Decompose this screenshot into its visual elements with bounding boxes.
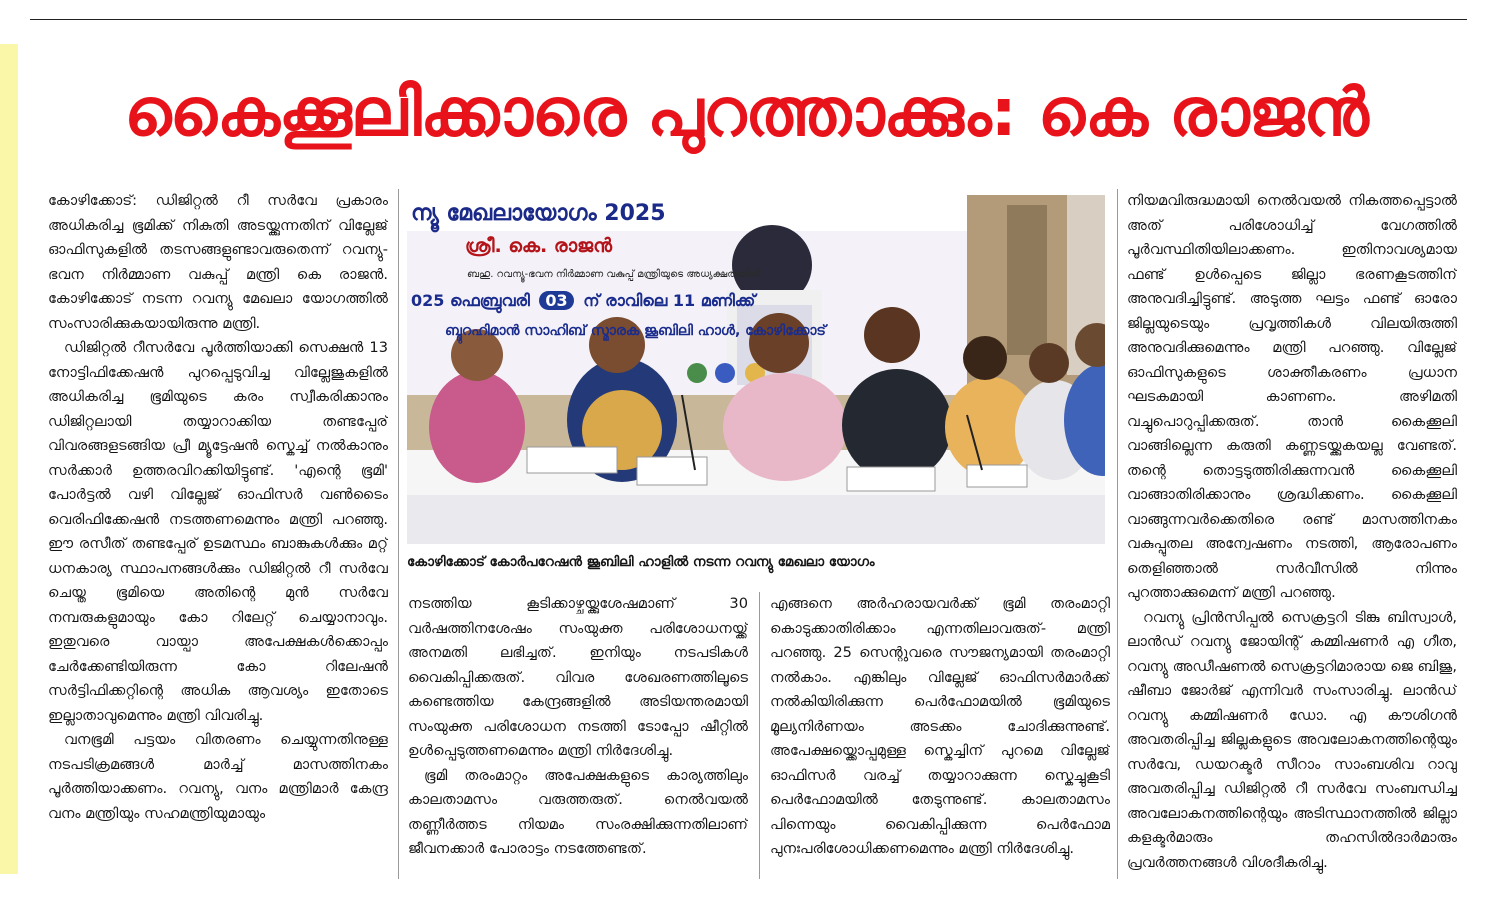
news-photo [407,195,1105,544]
article-column-2 [408,592,748,879]
banner-name: ശ്രീ. കെ. രാജൻ [465,235,612,257]
banner-date [411,291,755,311]
paragraph: നടത്തിയ കൂടിക്കാഴ്ചയ്ക്കുശേഷമാണ് 30 വർഷത്തിനശേഷം സംയുക്ത പരിശോധനയ്ക്ക് അനമതി ലഭിച്ചത്. ഇനിയും നടപടികൾ വൈകിപ്പിക്കരുത്. വിവര ശേഖരണത്തിലൂടെ കണ്ടെത്തിയ കേന്ദ്രങ്ങളിൽ അടിയന്തരമായി സംയുക്ത പരിശോധന നടത്തി ടോപ്പോ ഷീറ്റിൽ ഉൾപ്പെടുത്തണമെന്നും മന്ത്രി നിർദേശിച്ചു. [408,595,748,759]
paragraph: വനഭൂമി പട്ടയം വിതരണം ചെയ്യുന്നതിനുള്ള നടപടിക്രമങ്ങൾ മാർച്ച് മാസത്തിനകം പൂർത്തിയാക്കണം. റവന്യു, വനം മന്ത്രിമാർ കേന്ദ്ര വനം മന്ത്രിയും സഹമന്ത്രിയുമായും [48,731,388,822]
paragraph: നിയമവിരുദ്ധമായി നെൽവയൽ നികത്തപ്പെട്ടാൽ അത് പരിശോധിച്ച് വേഗത്തിൽ പൂർവസ്ഥിതിയിലാക്കണം. ഇതിനാവശ്യമായ ഫണ്ട് ഉൾപ്പെടെ ജില്ലാ ഭരണകൂടത്തിന് അനുവദിച്ചിട്ടുണ്ട്. അടുത്ത ഘട്ടം ഫണ്ട് ഓരോ ജില്ലയുടെയും പ്രവൃത്തികൾ വിലയിരുത്തി അനുവദിക്കുമെന്നും മന്ത്രി പറഞ്ഞു. വില്ലേജ് ഓഫിസുകളുടെ ശാക്തീകരണം പ്രധാന ഘടകമായി കാണണം. അഴിമതി വച്ചുപൊറുപ്പിക്കരുത്. താൻ കൈക്കൂലി വാങ്ങില്ലെന്ന കരുതി കണ്ണടയ്ക്കുകയല്ല വേണ്ടത്. തന്റെ തൊട്ടടുത്തിരിക്കുന്നവൻ കൈക്കൂലി വാങ്ങാതിരിക്കാനും ശ്രദ്ധിക്കണം. കൈക്കൂലി വാങ്ങുന്നവർക്കെതിരെ രണ്ട് മാസത്തിനകം വകുപ്പുതല അന്വേഷണം നടത്തി, ആരോപണം തെളിഞ്ഞാൽ സർവീസിൽ നിന്നും പുറത്താക്കുമെന്ന് മന്ത്രി പറഞ്ഞു. [1127,192,1457,601]
banner-subtitle: ബഹു. റവന്യൂ-ഭവന നിർമ്മാണ വകുപ്പ് മന്ത്രിയുടെ അധ്യക്ഷതയിൽ [467,269,760,280]
banner-venue: ബ്ദുറഹിമാൻ സാഹിബ് സ്മാരക ജൂബിലി ഹാൾ, കോഴിക്കോട് [445,323,826,339]
article-column-4 [1127,189,1457,879]
paragraph: ഡിജിറ്റൽ റീസർവേ പൂർത്തിയാക്കി സെക്ഷൻ 13 നോട്ടിഫിക്കേഷൻ പുറപ്പെടുവിച്ച വില്ലേജുകളിൽ അധികരിച്ച ഭൂമിയുടെ കരം സ്വീകരിക്കാനും ഡിജിറ്റലായി തയ്യാറാക്കിയ തണ്ടപ്പേര് വിവരങ്ങളടങ്ങിയ പ്രീ മ്യൂട്ടേഷൻ സ്കെച്ച് നൽകാനും സർക്കാർ ഉത്തരവിറക്കിയിട്ടുണ്ട്. 'എന്റെ ഭൂമി' പോർട്ടൽ വഴി വില്ലേജ് ഓഫിസർ വൺടൈം വെരിഫിക്കേഷൻ നടത്തണമെന്നും മന്ത്രി പറഞ്ഞു. ഈ രസീത് തണ്ടപ്പേര് ഉടമസ്ഥം ബാങ്കുകൾക്കും മറ്റ് ധനകാര്യ സ്ഥാപനങ്ങൾക്കും ഡിജിറ്റൽ റീ സർവേ ചെയ്ത ഭൂമിയെ അതിന്റെ മുൻ സർവേ നമ്പരുകളുമായും കോ റിലേറ്റ് ചെയ്യാനാവും. ഇതുവരെ വായ്പാ അപേക്ഷകൾക്കൊപ്പം ചേർക്കേണ്ടിയിരുന്ന കോ റിലേഷൻ സർട്ടിഫിക്കറ്റിന്റെ അധിക ആവശ്യം ഇതോടെ ഇല്ലാതാവുമെന്നും മന്ത്രി വിവരിച്ചു. [48,339,388,724]
top-rule [30,19,1467,20]
paragraph: ഭൂമി തരംമാറ്റം അപേക്ഷകളുടെ കാര്യത്തിലും കാലതാമസം വരുത്തരുത്. നെൽവയൽ തണ്ണീർത്തട നിയമം സംരക്ഷിക്കുന്നതിലാണ് ജീവനക്കാർ പോരാട്ടം നടത്തേണ്ടത്. [408,766,748,857]
column-divider [759,592,760,879]
column-divider [398,189,399,879]
paragraph: റവന്യു പ്രിൻസിപ്പൽ സെക്രട്ടറി ടിങ്കു ബിസ്വാൾ, ലാൻഡ് റവന്യു ജോയിന്റ് കമ്മിഷണർ എ ഗീത, റവന്യു അഡീഷണൽ സെക്രട്ടറിമാരായ ജെ ബിജു, ഷീബാ ജോർജ് എന്നിവർ സംസാരിച്ചു. ലാൻഡ് റവന്യു കമ്മിഷണർ ഡോ. എ കൗശിഗൻ അവതരിപ്പിച്ച ജില്ലകളുടെ അവലോകനത്തിന്റെയും സർവേ, ഡയറക്ടർ സീറാം സാംബശിവ റാവു അവതരിപ്പിച്ച ഡിജിറ്റൽ റീ സർവേ സംബന്ധിച്ച അവലോകനത്തിന്റെയും അടിസ്ഥാനത്തിൽ ജില്ലാ കളക്ടർമാരും തഹസിൽദാർമാരും പ്രവർത്തനങ്ങൾ വിശദീകരിച്ചു. [1127,608,1457,871]
banner-title: ന്യൂ മേഖലായോഗം 2025 [411,201,666,226]
article-column-3 [770,592,1110,879]
photo-caption: കോഴിക്കോട് കോർപറേഷൻ ജൂബിലി ഹാളിൽ നടന്ന റവന്യു മേഖലാ യോഗം [407,554,875,570]
left-margin-strip [0,44,18,874]
paragraph: കോഴിക്കോട്: ഡിജിറ്റൽ റീ സർവേ പ്രകാരം അധികരിച്ച ഭൂമിക്ക് നികുതി അടയ്ക്കുന്നതിന് വില്ലേജ് ഓഫിസുകളിൽ തടസങ്ങളുണ്ടാവരുതെന്ന് റവന്യു-ഭവന നിർമ്മാണ വകുപ്പ് മന്ത്രി കെ രാജൻ. കോഴിക്കോട് നടന്ന റവന്യു മേഖലാ യോഗത്തിൽ സംസാരിക്കുകയായിരുന്നു മന്ത്രി. [48,192,388,332]
headline: കൈക്കൂലിക്കാരെ പുറത്താക്കും: കെ രാജൻ [124,74,1368,151]
banner-date-day: 03 [539,291,573,310]
paragraph: എങ്ങനെ അർഹരായവർക്ക് ഭൂമി തരംമാറ്റി കൊടുക്കാതിരിക്കാം എന്നതിലാവരുത്- മന്ത്രി പറഞ്ഞു. 25 സെന്റുവരെ സൗജന്യമായി തരംമാറ്റി നൽകാം. എങ്കിലും വില്ലേജ് ഓഫിസർമാർക്ക് നൽകിയിരിക്കുന്ന പെർഫോമയിൽ ഭൂമിയുടെ മൂല്യനിർണയം അടക്കം ചോദിക്കുന്നുണ്ട്. അപേക്ഷയ്ക്കൊപ്പമുള്ള സ്കെച്ചിന് പുറമെ വില്ലേജ് ഓഫിസർ വരച്ച് തയ്യാറാക്കുന്ന സ്കെച്ചുകൂടി പെർഫോമയിൽ തേടുന്നുണ്ട്. കാലതാമസം പിന്നെയും വൈകിപ്പിക്കുന്ന പെർഫോമ പുനഃപരിശോധിക്കണമെന്നും മന്ത്രി നിർദേശിച്ചു. [770,595,1110,857]
banner-date-prefix: 025 ഫെബ്രുവരി [411,291,530,310]
column-divider [1117,189,1118,879]
article-column-1 [48,189,388,879]
banner-date-suffix: ന് രാവിലെ 11 മണിക്ക് [583,291,756,310]
